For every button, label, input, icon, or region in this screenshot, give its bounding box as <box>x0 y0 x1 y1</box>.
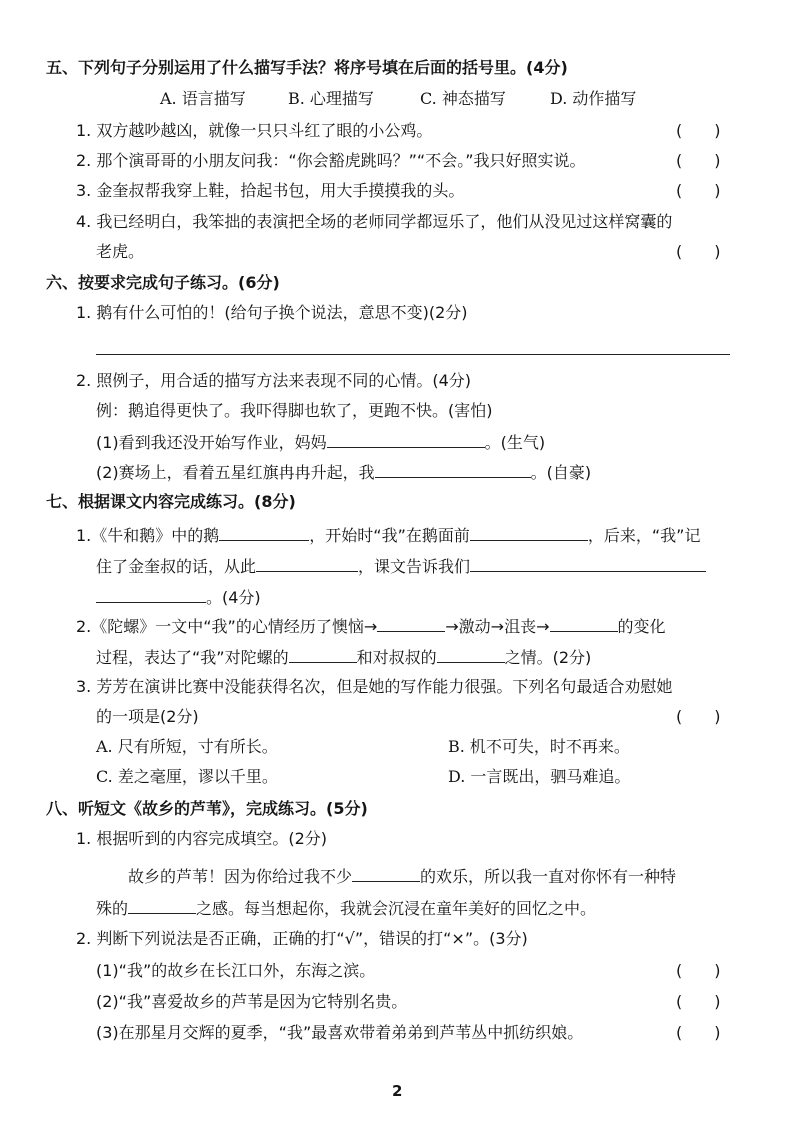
blank[interactable] <box>437 645 505 663</box>
s7-q2-part-c: 的变化 <box>617 617 666 636</box>
s8-fill-line2 <box>96 896 596 920</box>
s6-sub-1-post: 。(生气) <box>484 433 546 452</box>
answer-paren[interactable]: ( ) <box>676 151 721 170</box>
s7-q3-line1: 3. 芳芳在演讲比赛中没能获得名次，但是她的写作能力很强。下列名句最适合劝慰她 <box>76 677 673 696</box>
answer-paren[interactable]: ( ) <box>676 242 721 261</box>
blank[interactable] <box>470 523 588 541</box>
s6-example: 例：鹅追得更快了。我吓得脚也软了，更跑不快。(害怕) <box>96 401 493 420</box>
s7-q1-part-e: ，课文告诉我们 <box>358 557 471 576</box>
s7-q1-part-a: 1.《牛和鹅》中的鹅 <box>76 526 220 545</box>
s8-judgment-2: (2)“我”喜爱故乡的芦苇是因为它特别名贵。 <box>96 992 408 1011</box>
s7-q1-part-f: 。(4分) <box>206 588 261 607</box>
s8-fill-b: 的欢乐，所以我一直对你怀有一种特 <box>420 867 677 886</box>
s7-q1-line3 <box>96 585 261 609</box>
s7-q1-part-d: 住了金奎叔的话，从此 <box>96 557 257 576</box>
s6-sub-1-pre: (1)看到我还没开始写作业，妈妈 <box>96 433 327 452</box>
blank[interactable] <box>377 614 445 632</box>
s7-q3-choice-c: C. 差之毫厘，谬以千里。 <box>96 767 278 786</box>
s7-q1-part-c: ，后来，“我”记 <box>587 526 701 545</box>
s7-q1-line1 <box>76 523 700 547</box>
s7-q2-line1 <box>76 614 666 638</box>
section-5-heading: 五、下列句子分别运用了什么描写手法？将序号填在后面的括号里。(4分) <box>46 58 568 77</box>
blank[interactable] <box>256 554 358 572</box>
s7-q2-part-e: 和对叔叔的 <box>356 648 437 667</box>
s7-q2-part-d: 过程，表达了“我”对陀螺的 <box>96 648 289 667</box>
option-c: C. 神态描写 <box>420 89 506 108</box>
s8-q2: 2. 判断下列说法是否正确，正确的打“√”，错误的打“×”。(3分) <box>76 929 528 948</box>
s8-fill-d: 之感。每当想起你，我就会沉浸在童年美好的回忆之中。 <box>196 899 597 918</box>
s5-item-4-cont: 老虎。 <box>96 242 145 261</box>
answer-paren[interactable]: ( ) <box>676 707 721 726</box>
s5-item-4: 4. 我已经明白，我笨拙的表演把全场的老师同学都逗乐了，他们从没见过这样窝囊的 <box>76 212 673 231</box>
s6-sub-1 <box>96 430 545 454</box>
s8-fill-line1 <box>128 864 676 888</box>
answer-paren[interactable]: ( ) <box>676 1023 721 1042</box>
option-d: D. 动作描写 <box>550 89 637 108</box>
s5-item-1: 1. 双方越吵越凶，就像一只只斗红了眼的小公鸡。 <box>76 121 433 140</box>
s7-q3-choice-d: D. 一言既出，驷马难追。 <box>448 767 631 786</box>
s7-q3-choice-b: B. 机不可失，时不再来。 <box>448 737 630 756</box>
blank[interactable] <box>352 864 420 882</box>
answer-paren[interactable]: ( ) <box>676 961 721 980</box>
s6-q1: 1. 鹅有什么可怕的！(给句子换个说法，意思不变)(2分) <box>76 303 468 322</box>
s7-q2-part-f: 之情。(2分) <box>504 648 592 667</box>
s7-q2-part-a: 2.《陀螺》一文中“我”的心情经历了懊恼→ <box>76 617 378 636</box>
blank[interactable] <box>470 554 706 572</box>
s6-sub-2-post: 。(自豪) <box>530 463 592 482</box>
s5-item-3: 3. 金奎叔帮我穿上鞋，拾起书包，用大手摸摸我的头。 <box>76 181 465 200</box>
option-b: B. 心理描写 <box>288 89 374 108</box>
s8-fill-c: 殊的 <box>96 899 129 918</box>
answer-paren[interactable]: ( ) <box>676 181 721 200</box>
section-7-heading: 七、根据课文内容完成练习。(8分) <box>46 492 296 511</box>
section-6-heading: 六、按要求完成句子练习。(6分) <box>46 273 280 292</box>
page-number: 2 <box>392 1082 403 1100</box>
answer-paren[interactable]: ( ) <box>676 121 721 140</box>
blank[interactable] <box>219 523 309 541</box>
s8-q1: 1. 根据听到的内容完成填空。(2分) <box>76 829 328 848</box>
option-a: A. 语言描写 <box>160 89 246 108</box>
s8-fill-a: 故乡的芦苇！因为你给过我不少 <box>128 867 353 886</box>
blank[interactable] <box>128 896 196 914</box>
s6-sub-2 <box>96 460 591 484</box>
s6-q2: 2. 照例子，用合适的描写方法来表现不同的心情。(4分) <box>76 371 472 390</box>
s7-q3-choice-a: A. 尺有所短，寸有所长。 <box>96 737 278 756</box>
s7-q2-line2 <box>96 645 591 669</box>
blank[interactable] <box>327 430 485 448</box>
s7-q1-line2 <box>96 554 706 578</box>
s7-q3-line2: 的一项是(2分) <box>96 707 199 726</box>
s6-sub-2-pre: (2)赛场上，看着五星红旗冉冉升起，我 <box>96 463 375 482</box>
s8-judgment-1: (1)“我”的故乡在长江口外，东海之滨。 <box>96 961 376 980</box>
answer-paren[interactable]: ( ) <box>676 992 721 1011</box>
s7-q1-part-b: ，开始时“我”在鹅面前 <box>309 526 470 545</box>
blank[interactable] <box>96 585 206 603</box>
answer-line[interactable] <box>96 354 730 355</box>
section-8-heading: 八、听短文《故乡的芦苇》，完成练习。(5分) <box>46 799 368 818</box>
s8-judgment-3: (3)在那星月交辉的夏季，“我”最喜欢带着弟弟到芦苇丛中抓纺织娘。 <box>96 1023 584 1042</box>
s5-item-2: 2. 那个演哥哥的小朋友问我：“你会豁虎跳吗？”“不会。”我只好照实说。 <box>76 151 586 170</box>
s7-q2-part-b: →激动→沮丧→ <box>445 617 550 636</box>
blank[interactable] <box>375 460 531 478</box>
blank[interactable] <box>289 645 357 663</box>
blank[interactable] <box>550 614 618 632</box>
